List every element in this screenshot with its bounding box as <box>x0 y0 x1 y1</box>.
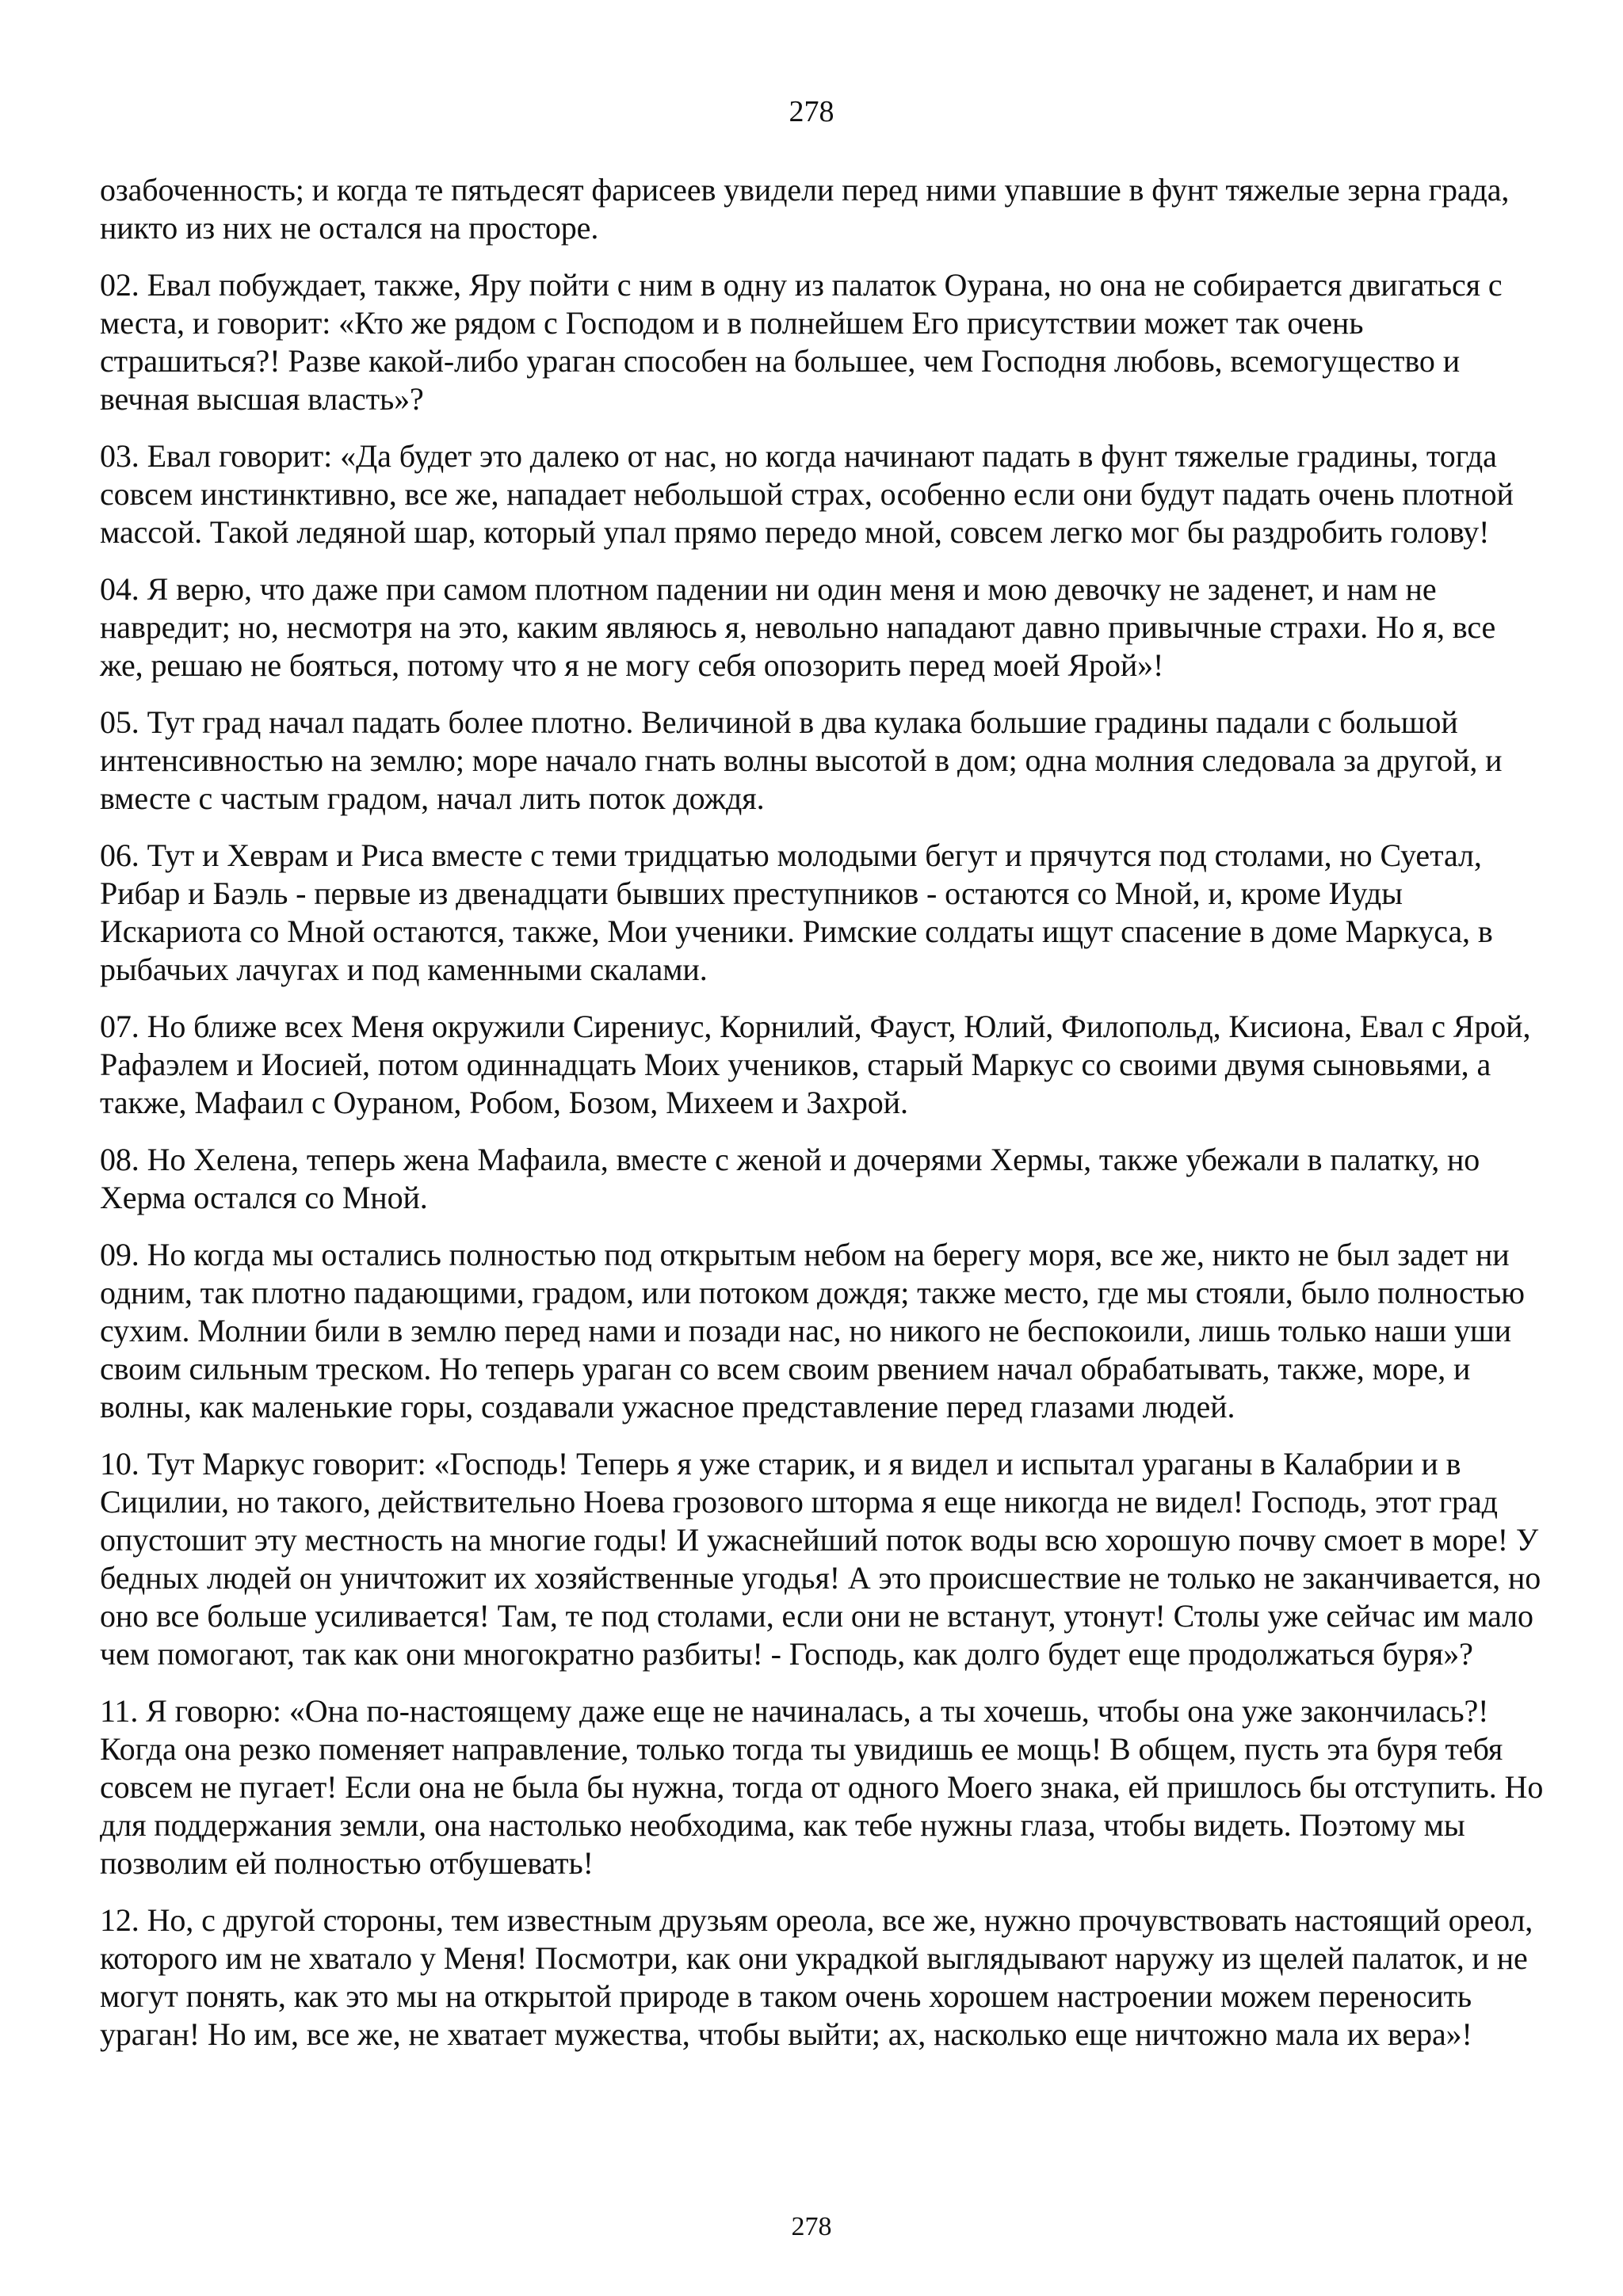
paragraph-11: 11. Я говорю: «Она по-настоящему даже еще не начиналась, а ты хочешь, чтобы она уже закончилась?! Когда она резко поменяет направление, только тогда ты увидишь ее мощь! В общем, пусть эта буря тебя совсем не пугает! Если она не была бы нужна, тогда от одного Моего знака, ей пришлось бы отступить. Но для поддержания земли, она настолько необходима, как тебе нужны глаза, чтобы видеть. Поэтому мы позволим ей полностью отбушевать! <box>100 1693 1544 1881</box>
paragraph-08: 08. Но Хелена, теперь жена Мафаила, вместе с женой и дочерями Хермы, также убежали в палатку, но Херма остался со Мной. <box>100 1142 1480 1215</box>
paragraph-05: 05. Тут град начал падать более плотно. Величиной в два кулака большие градины падали с большой интенсивностью на землю; море начало гнать волны высотой в дом; одна молния следовала за другой, и вместе с частым градом, начал лить поток дождя. <box>100 704 1503 816</box>
paragraph-06: 06. Тут и Хеврам и Риса вместе с теми тридцатью молодыми бегут и прячутся под столами, но Суетал, Рибар и Баэль - первые из двенадцати бывших преступников - остаются со Мной, и, кроме Иуды Искариота со Мной остаются, также, Мои ученики. Римские солдаты ищут спасение в доме Маркуса, в рыбачьих лачугах и под каменными скалами. <box>100 837 1493 987</box>
paragraph-02: 02. Евал побуждает, также, Яру пойти с ним в одну из палаток Оурана, но она не собирается двигаться с места, и говорит: «Кто же рядом с Господом и в полнейшем Его присутствии может так очень страшиться?! Разве какой-либо ураган способен на большее, чем Господня любовь, всемогущество и вечная высшая власть»? <box>100 267 1503 417</box>
paragraph-12: 12. Но, с другой стороны, тем известным друзьям ореола, все же, нужно прочувствовать настоящий ореол, которого им не хватало у Меня! Посмотри, как они украдкой выглядывают наружу из щелей палаток, и не могут понять, как это мы на открытой природе в таком очень хорошем настроении можем переносить ураган! Но им, все же, не хватает мужества, чтобы выйти; ах, насколько еще ничтожно мала их вера»! <box>100 1902 1533 2052</box>
paragraph-03: 03. Евал говорит: «Да будет это далеко от нас, но когда начинают падать в фунт тяжелые градины, тогда совсем инстинктивно, все же, нападает небольшой страх, особенно если они будут падать очень плотной массой. Такой ледяной шар, который упал прямо передо мной, совсем легко мог бы раздробить голову! <box>100 438 1514 550</box>
page-number-top: 278 <box>789 95 834 128</box>
document-body <box>100 171 1544 2073</box>
paragraph-09: 09. Но когда мы остались полностью под открытым небом на берегу моря, все же, никто не был задет ни одним, так плотно падающими, градом, или потоком дождя; также место, где мы стояли, было полностью сухим. Молнии били в землю перед нами и позади нас, но никого не беспокоили, лишь только наши уши своим сильным треском. Но теперь ураган со всем своим рвением начал обрабатывать, также, море, и волны, как маленькие горы, создавали ужасное представление перед глазами людей. <box>100 1237 1525 1425</box>
page-number-bottom: 278 <box>791 2212 832 2241</box>
paragraph-04: 04. Я верю, что даже при самом плотном падении ни один меня и мою девочку не заденет, и нам не навредит; но, несмотря на это, каким являюсь я, невольно нападают давно привычные страхи. Но я, все же, решаю не бояться, потому что я не могу себя опозорить перед моей Ярой»! <box>100 571 1496 683</box>
paragraph-continuation: озабоченность; и когда те пятьдесят фарисеев увидели перед ними упавшие в фунт тяжелые зерна града, никто из них не остался на просторе. <box>100 172 1510 246</box>
paragraph-07: 07. Но ближе всех Меня окружили Сирениус, Корнилий, Фауст, Юлий, Филопольд, Кисиона, Евал с Ярой, Рафаэлем и Иосией, потом одиннадцать Моих учеников, старый Маркус со своими двумя сыновьями, а также, Мафаил с Оураном, Робом, Бозом, Михеем и Захрой. <box>100 1009 1531 1120</box>
paragraph-10: 10. Тут Маркус говорит: «Господь! Теперь я уже старик, и я видел и испытал ураганы в Калабрии и в Сицилии, но такого, действительно Ноева грозового шторма я еще никогда не видел! Господь, этот град опустошит эту местность на многие годы! И ужаснейший поток воды всю хорошую почву смоет в море! У бедных людей он уничтожит их хозяйственные угодья! А это происшествие не только не заканчивается, но оно все больше усиливается! Там, те под столами, если они не встанут, утонут! Столы уже сейчас им мало чем помогают, так как они многократно разбиты! - Господь, как долго будет еще продолжаться буря»? <box>100 1446 1541 1672</box>
